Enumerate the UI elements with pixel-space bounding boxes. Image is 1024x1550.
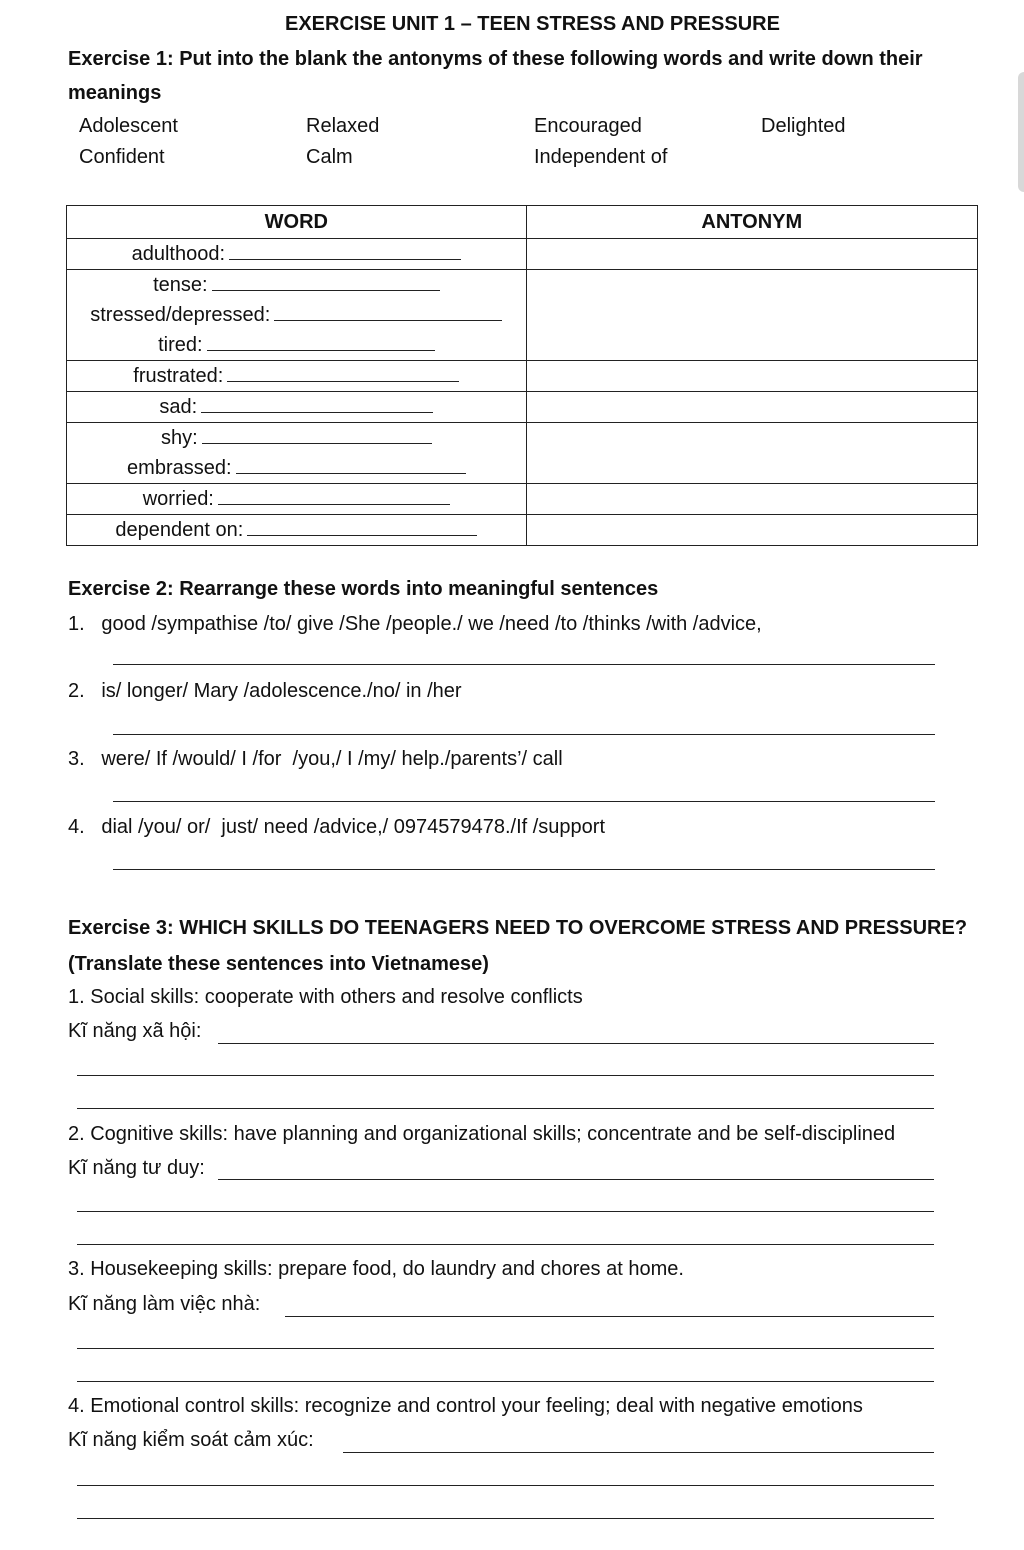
answer-line[interactable] bbox=[113, 801, 935, 802]
word-bank-item: Delighted bbox=[761, 115, 846, 137]
word-label: tense: bbox=[153, 274, 208, 296]
answer-line[interactable] bbox=[113, 664, 935, 665]
ex3-item-en: 4. Emotional control skills: recognize and control your feeling; deal with negative emotions bbox=[68, 1395, 863, 1417]
word-blank[interactable] bbox=[229, 241, 461, 260]
table-row bbox=[67, 361, 978, 392]
table-row bbox=[67, 239, 978, 270]
word-bank-item: Encouraged bbox=[534, 115, 642, 137]
answer-line[interactable] bbox=[77, 1381, 934, 1382]
word-blank[interactable] bbox=[202, 425, 432, 444]
ex3-item-vi: Kĩ năng tư duy: bbox=[68, 1157, 205, 1179]
ex3-item-vi: Kĩ năng làm việc nhà: bbox=[68, 1293, 261, 1315]
answer-line[interactable] bbox=[77, 1211, 934, 1212]
word-blank[interactable] bbox=[218, 486, 450, 505]
ex3-item-en: 3. Housekeeping skills: prepare food, do laundry and chores at home. bbox=[68, 1258, 684, 1280]
ex3-item-vi: Kĩ năng kiểm soát cảm xúc: bbox=[68, 1429, 314, 1451]
word-label: tired: bbox=[158, 334, 203, 356]
word-label: sad: bbox=[159, 396, 198, 418]
ex3-heading: Exercise 3: WHICH SKILLS DO TEENAGERS NEED TO OVERCOME STRESS AND PRESSURE? bbox=[68, 917, 968, 939]
ex2-item: 4. dial /you/ or/ just/ need /advice,/ 0974579478./If /support bbox=[68, 816, 606, 838]
ex3-item-en: 2. Cognitive skills: have planning and organizational skills; concentrate and be self-disciplined bbox=[68, 1123, 896, 1145]
table-row bbox=[67, 515, 978, 546]
header-antonym: ANTONYM bbox=[526, 206, 977, 239]
word-label: worried: bbox=[142, 488, 214, 510]
ex3-item-vi: Kĩ năng xã hội: bbox=[68, 1020, 202, 1042]
table-row bbox=[67, 392, 978, 423]
word-blank[interactable] bbox=[274, 302, 502, 321]
answer-line[interactable] bbox=[77, 1348, 934, 1349]
antonym-cell[interactable] bbox=[526, 361, 977, 392]
ex3-subheading: (Translate these sentences into Vietnamese) bbox=[68, 953, 489, 975]
word-bank-item: Independent of bbox=[534, 146, 668, 168]
word-blank[interactable] bbox=[227, 363, 459, 382]
word-label: embrassed: bbox=[127, 457, 232, 479]
word-blank[interactable] bbox=[247, 517, 477, 536]
ex3-item-en: 1. Social skills: cooperate with others and resolve conflicts bbox=[68, 986, 583, 1008]
answer-line[interactable] bbox=[113, 869, 935, 870]
word-bank-item: Calm bbox=[306, 146, 353, 168]
word-bank-item: Relaxed bbox=[306, 115, 380, 137]
antonym-cell[interactable] bbox=[526, 423, 977, 484]
word-label: dependent on: bbox=[115, 519, 244, 541]
word-label: frustrated: bbox=[133, 365, 224, 387]
answer-line[interactable] bbox=[77, 1075, 934, 1076]
answer-line[interactable] bbox=[113, 734, 935, 735]
ex2-item: 1. good /sympathise /to/ give /She /people./ we /need /to /thinks /with /advice, bbox=[68, 613, 762, 635]
word-bank-item: Adolescent bbox=[79, 115, 178, 137]
word-blank[interactable] bbox=[236, 455, 466, 474]
word-blank[interactable] bbox=[201, 394, 433, 413]
ex2-item: 2. is/ longer/ Mary /adolescence./no/ in /her bbox=[68, 680, 462, 702]
answer-line[interactable] bbox=[285, 1316, 934, 1317]
table-row bbox=[67, 484, 978, 515]
antonym-table bbox=[66, 205, 978, 546]
word-label: adulthood: bbox=[131, 243, 226, 265]
word-label: shy: bbox=[160, 427, 198, 449]
word-blank[interactable] bbox=[207, 332, 435, 351]
answer-line[interactable] bbox=[218, 1179, 934, 1180]
ex2-heading: Exercise 2: Rearrange these words into meaningful sentences bbox=[68, 578, 659, 600]
answer-line[interactable] bbox=[343, 1452, 934, 1453]
table-row bbox=[67, 423, 978, 484]
antonym-cell[interactable] bbox=[526, 270, 977, 361]
header-word: WORD bbox=[67, 206, 527, 239]
antonym-cell[interactable] bbox=[526, 515, 977, 546]
answer-line[interactable] bbox=[218, 1043, 934, 1044]
answer-line[interactable] bbox=[77, 1518, 934, 1519]
word-label: stressed/depressed: bbox=[90, 304, 271, 326]
antonym-cell[interactable] bbox=[526, 484, 977, 515]
antonym-cell[interactable] bbox=[526, 392, 977, 423]
ex1-heading-line2: meanings bbox=[68, 82, 162, 104]
page-edge bbox=[1018, 72, 1024, 192]
ex1-heading-line1: Exercise 1: Put into the blank the antonyms of these following words and write down their bbox=[68, 48, 923, 70]
table-row bbox=[67, 270, 978, 361]
ex2-item: 3. were/ If /would/ I /for /you,/ I /my/ help./parents’/ call bbox=[68, 748, 563, 770]
word-blank[interactable] bbox=[212, 272, 440, 291]
word-bank-item: Confident bbox=[79, 146, 165, 168]
antonym-cell[interactable] bbox=[526, 239, 977, 270]
answer-line[interactable] bbox=[77, 1108, 934, 1109]
page-title: EXERCISE UNIT 1 – TEEN STRESS AND PRESSURE bbox=[285, 13, 780, 35]
answer-line[interactable] bbox=[77, 1244, 934, 1245]
answer-line[interactable] bbox=[77, 1485, 934, 1486]
